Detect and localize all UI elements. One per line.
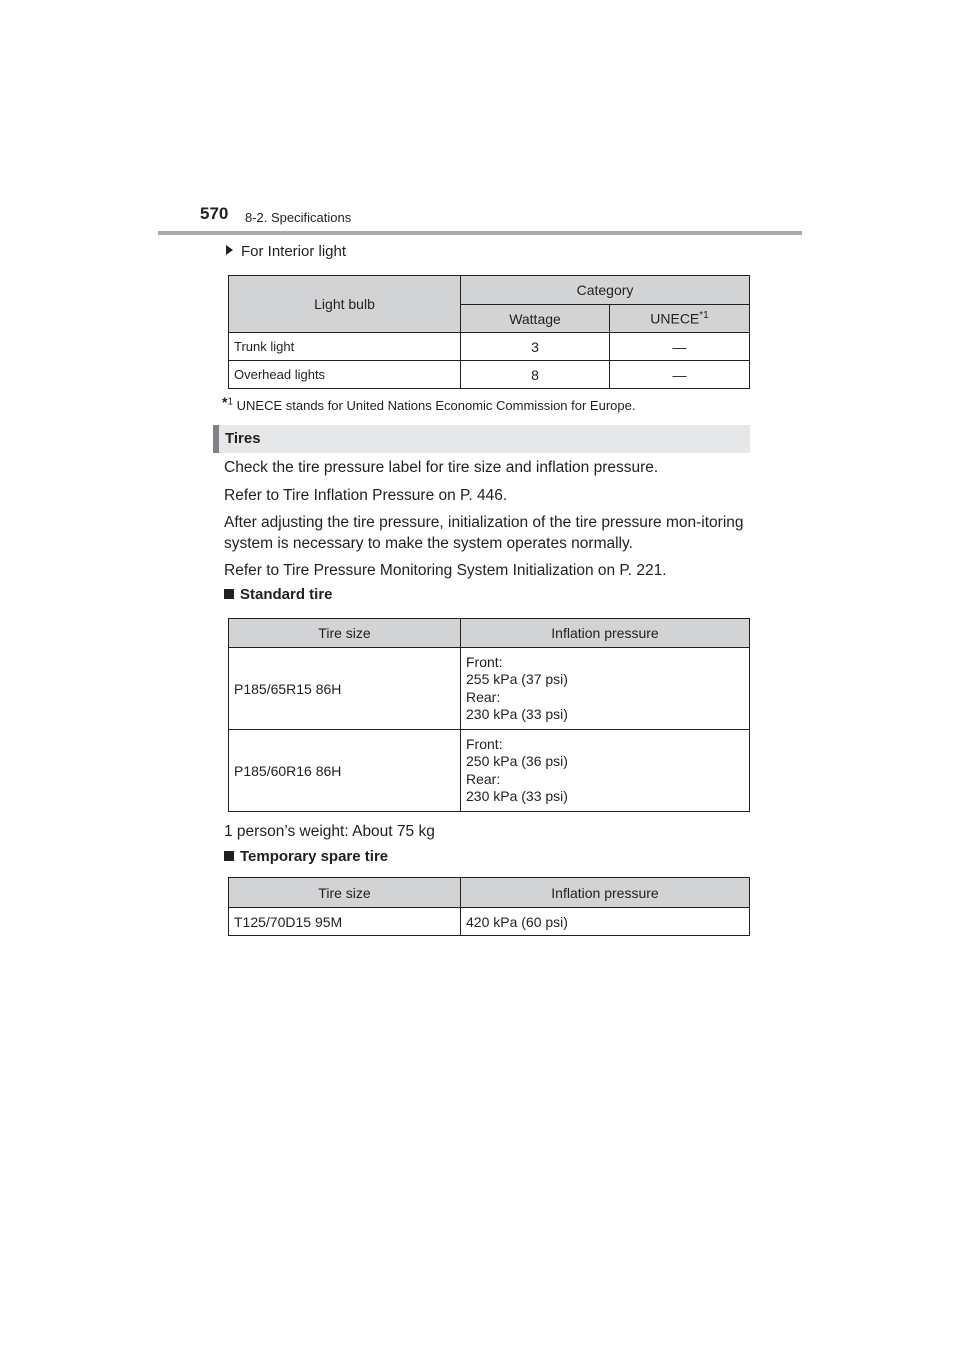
standard-tire-heading — [224, 586, 333, 603]
square-bullet-icon — [224, 589, 234, 599]
rear-pressure: 230 kPa (33 psi) — [466, 788, 568, 804]
front-label: Front: — [466, 653, 503, 670]
rear-pressure: 230 kPa (33 psi) — [466, 706, 568, 722]
tire-size: T125/70D15 95M — [229, 908, 461, 936]
col-inflation-pressure: Inflation pressure — [461, 878, 750, 908]
page-number: 570 — [200, 204, 229, 223]
front-label: Front: — [466, 735, 503, 752]
front-pressure: 255 kPa (37 psi) — [466, 671, 568, 687]
triangle-bullet-icon — [226, 245, 233, 255]
interior-light-heading — [226, 243, 346, 260]
col-unece-label: UNECE — [650, 310, 700, 327]
table-row — [229, 648, 750, 730]
spare-tire-table — [228, 877, 750, 936]
rear-label: Rear: — [466, 688, 501, 705]
footnote-text: UNECE stands for United Nations Economic Commission for Europe. — [236, 398, 636, 413]
tires-section-header — [213, 425, 750, 453]
tire-pressure: 420 kPa (60 psi) — [461, 908, 750, 936]
standard-tire-table — [228, 618, 750, 812]
col-category: Category — [461, 276, 750, 305]
tire-size: P185/65R15 86H — [229, 648, 461, 730]
bulb-unece: — — [610, 361, 750, 389]
interior-light-table — [228, 275, 750, 389]
interior-light-heading-text: For Interior light — [241, 243, 347, 260]
col-unece — [610, 305, 750, 333]
tires-section-label: Tires — [225, 430, 261, 447]
col-light-bulb: Light bulb — [229, 276, 461, 333]
paragraph: After adjusting the tire pressure, initialization of the tire pressure mon-itoring system is necessary to make the system operates normally. — [224, 514, 744, 552]
col-tire-size: Tire size — [229, 619, 461, 648]
paragraph: Check the tire pressure label for tire size and inflation pressure. — [224, 459, 659, 476]
footnote-star: * — [222, 394, 228, 410]
paragraph: Refer to Tire Inflation Pressure on P. 446. — [224, 487, 508, 504]
spare-tire-heading — [224, 848, 388, 865]
table-row — [229, 361, 750, 389]
standard-tire-heading-text: Standard tire — [240, 586, 333, 603]
bulb-name: Trunk light — [229, 333, 461, 361]
col-wattage: Wattage — [461, 305, 610, 333]
spare-tire-heading-text: Temporary spare tire — [240, 848, 389, 865]
bulb-name: Overhead lights — [229, 361, 461, 389]
bulb-wattage: 8 — [461, 361, 610, 389]
section-marker — [213, 425, 219, 453]
table-row — [229, 730, 750, 812]
tire-pressure — [461, 648, 750, 730]
paragraph: Refer to Tire Pressure Monitoring System Initialization on P. 221. — [224, 562, 667, 579]
tire-size: P185/60R16 86H — [229, 730, 461, 812]
header-rule — [158, 231, 802, 235]
front-pressure: 250 kPa (36 psi) — [466, 753, 568, 769]
bulb-wattage: 3 — [461, 333, 610, 361]
tire-pressure — [461, 730, 750, 812]
rear-label: Rear: — [466, 770, 501, 787]
col-unece-note: *1 — [699, 310, 709, 322]
table-row — [229, 908, 750, 936]
section-title: 8-2. Specifications — [245, 210, 352, 225]
table-row — [229, 333, 750, 361]
bulb-unece: — — [610, 333, 750, 361]
weight-note: 1 person’s weight: About 75 kg — [224, 823, 435, 840]
unece-footnote — [222, 394, 635, 413]
footnote-number: 1 — [227, 396, 234, 408]
col-inflation-pressure: Inflation pressure — [461, 619, 750, 648]
square-bullet-icon — [224, 851, 234, 861]
col-tire-size: Tire size — [229, 878, 461, 908]
